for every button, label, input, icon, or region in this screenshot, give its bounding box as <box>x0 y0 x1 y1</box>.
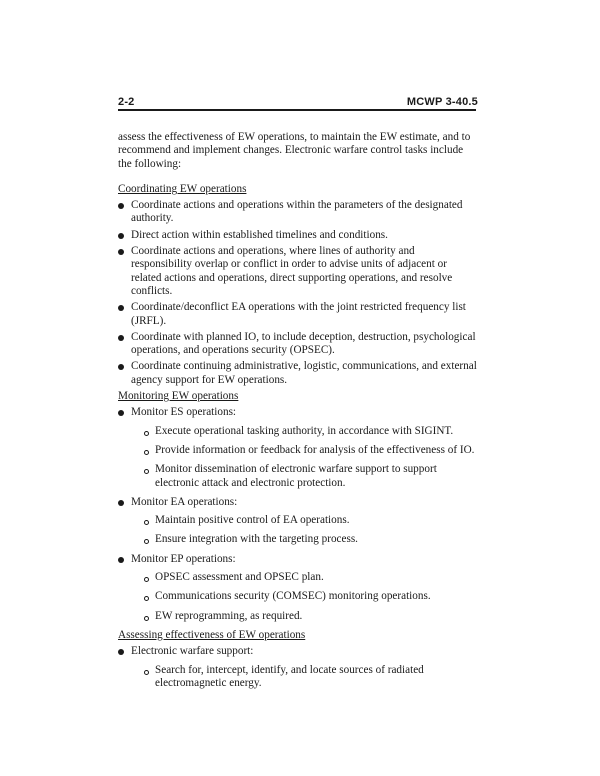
circle-bullet-icon <box>144 539 149 544</box>
list-item: Electronic warfare support: Search for, intercept, identify, and locate sources of radiated electromagnetic energy. <box>118 645 478 690</box>
list-item: Monitor ES operations: Execute operational tasking authority, in accordance with SIGINT. Provide information or feedback for analysis of the effectiveness of IO. Monitor dissemination of electronic warfare support to support electronic attack and electronic protection. <box>118 406 478 489</box>
page-number: 2-2 <box>118 96 135 108</box>
circle-bullet-icon <box>144 670 149 675</box>
bullet-icon <box>118 410 124 416</box>
list-item: Coordinate actions and operations within the parameters of the designated authority. <box>118 199 478 226</box>
header-rule <box>118 109 476 111</box>
sub-list <box>131 425 478 490</box>
bullet-icon <box>118 203 124 209</box>
sub-list-item: Maintain positive control of EA operations. <box>131 514 478 527</box>
bullet-icon <box>118 500 124 506</box>
bullet-list <box>118 199 478 387</box>
sub-list <box>131 514 478 547</box>
list-item: Direct action within established timelines and conditions. <box>118 229 478 242</box>
bullet-list <box>118 645 478 690</box>
circle-bullet-icon <box>144 469 149 474</box>
sub-list-item: EW reprogramming, as required. <box>131 610 478 623</box>
sub-list <box>131 664 478 691</box>
sub-list <box>131 571 478 623</box>
circle-bullet-icon <box>144 431 149 436</box>
sub-list-item: OPSEC assessment and OPSEC plan. <box>131 571 478 584</box>
intro-paragraph: assess the effectiveness of EW operations, to maintain the EW estimate, and to recommend and implement changes. Electronic warfare control tasks include the following: <box>118 131 471 170</box>
circle-bullet-icon <box>144 520 149 525</box>
section-title: Monitoring EW operations <box>118 390 239 403</box>
list-item: Coordinate actions and operations, where lines of authority and responsibility overlap or conflict in order to advise units of adjacent or related actions and operations, direct supporting operations, and resolve conflicts. <box>118 245 478 298</box>
sub-list-item: Provide information or feedback for analysis of the effectiveness of IO. <box>131 444 478 457</box>
sub-list-item: Monitor dissemination of electronic warfare support to support electronic attack and electronic protection. <box>131 463 478 490</box>
circle-bullet-icon <box>144 616 149 621</box>
circle-bullet-icon <box>144 577 149 582</box>
list-item: Monitor EP operations: OPSEC assessment and OPSEC plan. Communications security (COMSEC) monitoring operations. EW reprogramming, as required. <box>118 553 478 623</box>
sub-list-item: Ensure integration with the targeting process. <box>131 533 478 546</box>
bullet-list <box>118 406 478 623</box>
bullet-icon <box>118 364 124 370</box>
circle-bullet-icon <box>144 596 149 601</box>
section-title: Coordinating EW operations <box>118 182 247 195</box>
bullet-icon <box>118 233 124 239</box>
bullet-icon <box>118 649 124 655</box>
sub-list-item: Communications security (COMSEC) monitoring operations. <box>131 590 478 603</box>
list-item: Coordinate/deconflict EA operations with the joint restricted frequency list (JRFL). <box>118 301 478 328</box>
sub-list-item: Search for, intercept, identify, and locate sources of radiated electromagnetic energy. <box>131 664 478 691</box>
publication-id: MCWP 3-40.5 <box>406 96 478 108</box>
sub-list-item: Execute operational tasking authority, in accordance with SIGINT. <box>131 425 478 438</box>
section-title: Assessing effectiveness of EW operations <box>118 628 306 641</box>
body-content <box>118 131 478 696</box>
bullet-icon <box>118 305 124 311</box>
list-item: Coordinate continuing administrative, logistic, communications, and external agency support for EW operations. <box>118 360 478 387</box>
circle-bullet-icon <box>144 450 149 455</box>
bullet-icon <box>118 557 124 563</box>
list-item: Coordinate with planned IO, to include deception, destruction, psychological operations, and operations security (OPSEC). <box>118 331 478 358</box>
list-item: Monitor EA operations: Maintain positive control of EA operations. Ensure integration with the targeting process. <box>118 496 478 547</box>
bullet-icon <box>118 249 124 255</box>
bullet-icon <box>118 335 124 341</box>
